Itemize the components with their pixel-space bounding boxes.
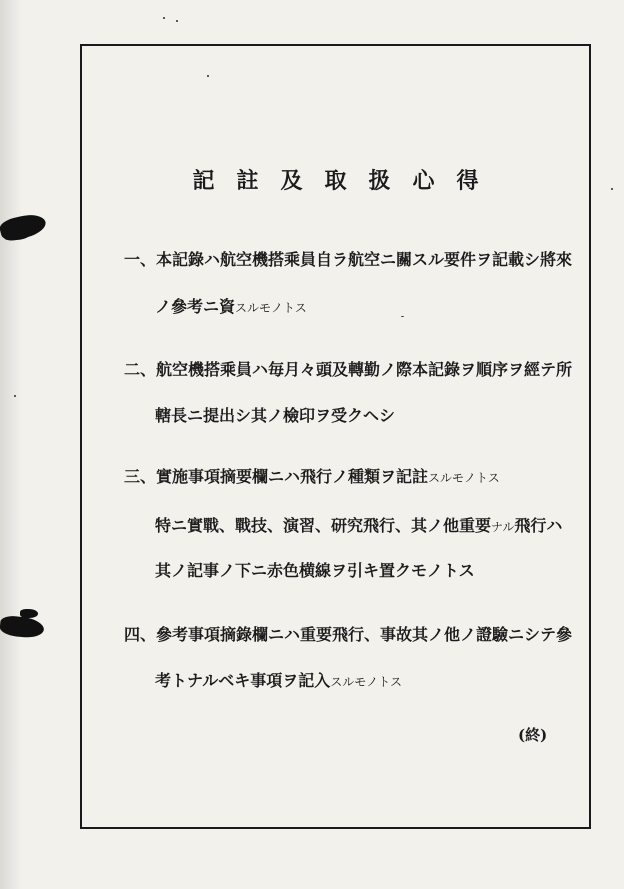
item-3-line-2-main: 特ニ實戰、戰技、演習、研究飛行、其ノ他重要 (155, 516, 492, 535)
item-1-line-1: 一、本記錄ハ航空機搭乘員自ラ航空ニ關スル要件ヲ記載シ將來 (124, 250, 573, 269)
item-3-line-1 (124, 464, 500, 487)
item-3-line-2-small: ナル (491, 520, 515, 534)
item-3-line-1-small: スルモノトス (428, 471, 500, 485)
item-3-line-3: 其ノ記事ノ下ニ赤色横線ヲ引キ置クモノトス (155, 561, 475, 580)
item-1-line-2-small: スルモノトス (235, 301, 307, 315)
paper-speck (163, 17, 165, 19)
document-title: 記註及取扱心得 (192, 168, 501, 194)
paper-speck (176, 20, 178, 22)
binding-hole-mark-top-tail (4, 230, 31, 242)
item-4-line-2-small: スルモノトス (330, 675, 402, 689)
paper-speck (611, 188, 613, 190)
item-3-line-2-main2: 飛行ハ (514, 516, 563, 535)
item-3-line-2 (155, 513, 562, 536)
item-3-line-1-main: 三、實施事項摘要欄ニハ飛行ノ種類ヲ記註 (124, 467, 429, 486)
item-1-line-2-main: ノ參考ニ資 (155, 297, 236, 316)
item-2-line-1: 二、航空機搭乘員ハ毎月々頭及轉勤ノ際本記錄ヲ順序ヲ經テ所 (124, 360, 573, 379)
item-4-line-2-main: 考トナルベキ事項ヲ記入 (155, 671, 331, 690)
end-mark: (終) (518, 726, 548, 744)
binding-edge-shadow (0, 0, 22, 889)
binding-hole-mark-bottom-tail (20, 609, 38, 618)
paper-speck (14, 395, 16, 397)
item-4-line-1: 四、參考事項摘錄欄ニハ重要飛行、事故其ノ他ノ證驗ニシテ參 (124, 625, 573, 644)
item-4-line-2 (155, 668, 402, 691)
document-frame (80, 44, 591, 829)
item-1-line-2 (155, 294, 307, 317)
item-2-line-2: 轄長ニ提出シ其ノ檢印ヲ受クヘシ (155, 406, 396, 425)
